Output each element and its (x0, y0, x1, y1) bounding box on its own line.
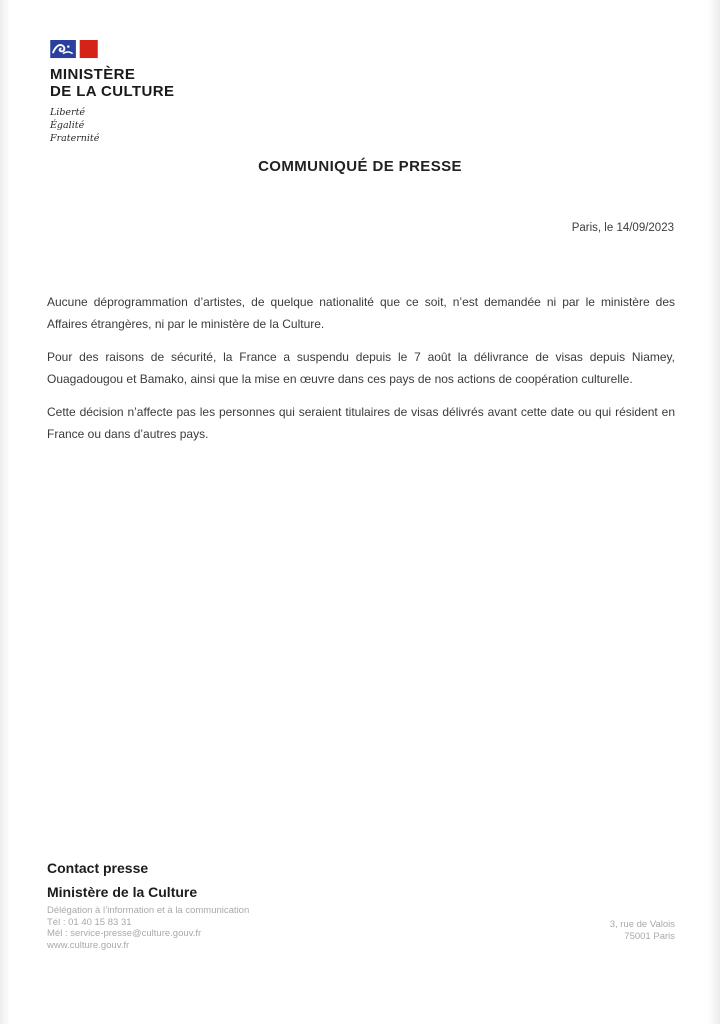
ministry-address (610, 919, 675, 951)
address-city: 75001 Paris (624, 930, 675, 942)
press-contact-block (47, 860, 249, 951)
motto-liberte: Liberté (50, 107, 86, 118)
document-title: COMMUNIQUÉ DE PRESSE (258, 158, 462, 175)
french-flag-marianne-icon (50, 40, 98, 59)
ministry-logo-block (50, 40, 174, 145)
contact-email: Mél : service-presse@culture.gouv.fr (47, 928, 202, 939)
contact-details (47, 905, 249, 951)
contact-phone: Tél : 01 40 15 83 31 (47, 916, 132, 928)
ministry-name-line1: MINISTÈRE (50, 66, 136, 83)
contact-website: www.culture.gouv.fr (47, 939, 130, 951)
press-release-body (47, 291, 675, 456)
ministry-name (50, 66, 174, 100)
page-footer (47, 860, 675, 951)
address-street: 3, rue de Valois (609, 919, 675, 930)
ministry-name-line2: DE LA CULTURE (50, 83, 175, 100)
contact-delegation: Délégation à l’information et à la communication (47, 905, 250, 916)
body-paragraph-1: Aucune déprogrammation d’artistes, de quelque nationalité que ce soit, n’est demandée ni par le ministère des Affaires étrangères, ni par le ministère de la Culture. (47, 295, 675, 331)
body-paragraph-2: Pour des raisons de sécurité, la France a suspendu depuis le 7 août la délivrance de visas depuis Niamey, Ouagadougou et Bamako, ainsi que la mise en œuvre dans ces pays de nos actions de coopération culturelle. (47, 350, 675, 386)
dateline: Paris, le 14/09/2023 (571, 222, 674, 234)
contact-title: Contact presse (47, 860, 149, 876)
motto-fraternite: Fraternité (50, 133, 100, 144)
motto-egalite: Égalité (50, 120, 85, 131)
body-paragraph-3: Cette décision n’affecte pas les personnes qui seraient titulaires de visas délivrés avant cette date ou qui résident en France ou dans d’autres pays. (47, 405, 675, 441)
republic-motto (50, 106, 174, 145)
contact-organization: Ministère de la Culture (47, 884, 198, 900)
